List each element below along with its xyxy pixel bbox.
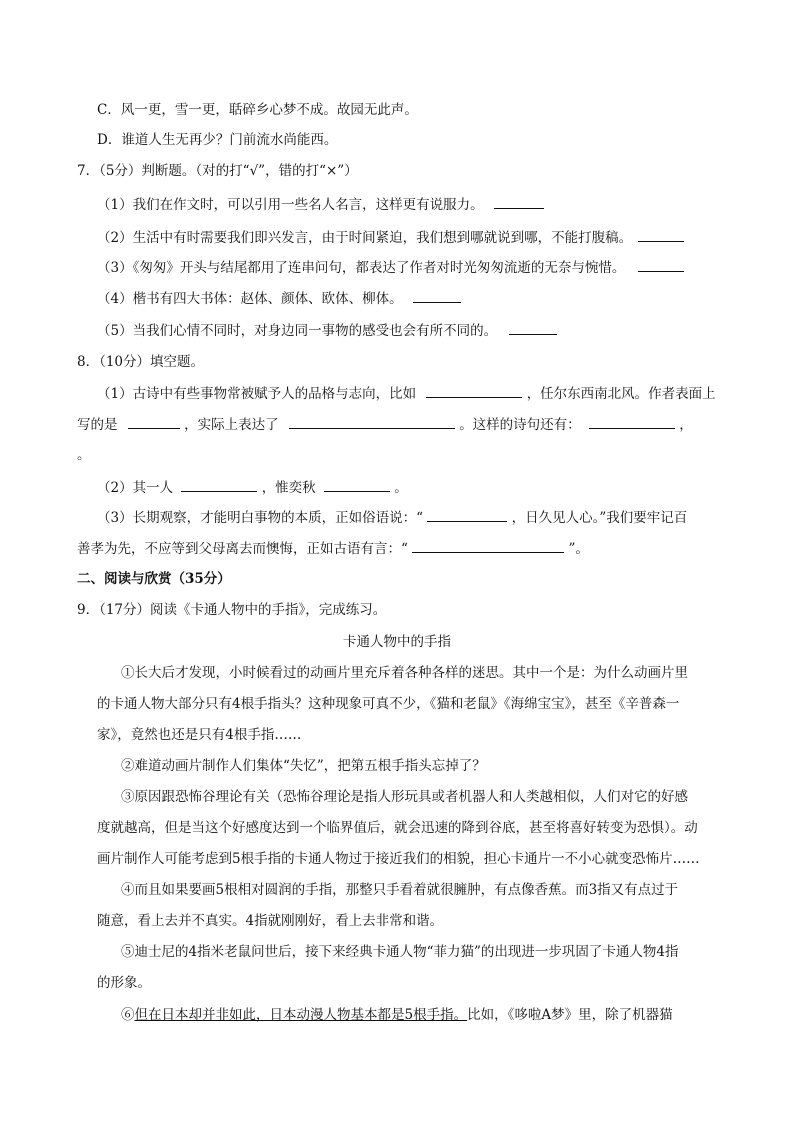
paragraph-3-line-1: ③原因跟恐怖谷理论有关（恐怖谷理论是指人形玩具或者机器人和人类越相似，人们对它的好感: [121, 789, 688, 805]
answer-blank[interactable]: [638, 228, 684, 242]
answer-blank[interactable]: [289, 415, 455, 429]
paragraph-6-text: 比如，《哆啦A梦》里，除了机器猫: [467, 1007, 673, 1023]
q8-line-4-text-c: 。: [394, 480, 408, 496]
paragraph-5-line-2: 的形象。: [97, 975, 151, 991]
q8-line-4-text-a: （2）其一人: [97, 480, 174, 496]
paragraph-3-line-3: 画片制作人可能考虑到5根手指的卡通人物过于接近我们的相貌，担心卡通片一不小心就变恐怖片……: [97, 851, 700, 867]
q8-line-6-text-a: 善孝为先，不应等到父母离去而懊悔，正如古语有言：“: [77, 541, 408, 557]
q7-item-4-text: （4）楷书有四大书体：赵体、颜体、欧体、柳体。: [97, 291, 403, 307]
answer-blank[interactable]: [413, 289, 461, 303]
q7-item-3: [97, 258, 684, 277]
paragraph-1-line-2: 的卡通人物大部分只有4根手指头？这种现象可真不少，《猫和老鼠》《海绵宝宝》，甚至《辛普森一: [97, 696, 680, 712]
paragraph-2: ②难道动画片制作人们集体“失忆”，把第五根手指头忘掉了？: [121, 758, 486, 774]
q9-header: 9．（17分）阅读《卡通人物中的手指》，完成练习。: [77, 602, 387, 618]
paragraph-3-line-2: 度就越高，但是当这个好感度达到一个临界值后，就会迅速的降到谷底，甚至将喜好转变为恐惧）。动: [97, 820, 698, 836]
q7-item-1-text: （1）我们在作文时，可以引用一些名人名言，这样更有说服力。: [97, 197, 484, 213]
q7-item-2: [97, 228, 684, 247]
answer-blank[interactable]: [589, 415, 675, 429]
paragraph-4-line-1: ④而且如果要画5根相对圆润的手指，那整只手看着就很臃肿，有点像香蕉。而3指又有点过于: [121, 882, 679, 898]
answer-blank[interactable]: [128, 415, 180, 429]
answer-blank[interactable]: [324, 478, 390, 492]
answer-blank[interactable]: [412, 539, 564, 553]
answer-blank[interactable]: [181, 478, 257, 492]
q7-item-4: [97, 289, 461, 308]
paragraph-6-line-1: [121, 1006, 673, 1024]
q8-line-5-text-a: （3）长期观察，才能明白事物的本质，正如俗语说：“: [97, 510, 423, 526]
q8-line-1-text-b: ，任尔东西南北风。作者表面上: [526, 386, 716, 402]
q8-line-2-text-b: ，实际上表达了: [184, 417, 279, 433]
q7-item-3-text: （3）《匆匆》开头与结尾都用了连串问句，都表达了作者对时光匆匆流逝的无奈与惋惜。: [97, 260, 626, 276]
option-d: D．谁道人生无再少？门前流水尚能西。: [97, 132, 338, 148]
section-two-heading: 二、阅读与欣赏（35分）: [77, 571, 231, 587]
q8-line-2: [77, 415, 693, 434]
article-title: 卡通人物中的手指: [343, 634, 451, 650]
q8-line-5: [97, 508, 687, 527]
q8-line-6: [77, 539, 589, 558]
answer-blank[interactable]: [427, 508, 507, 522]
q8-line-2-text-c: 。这样的诗句还有：: [459, 417, 581, 433]
q7-item-2-text: （2）生活中有时需要我们即兴发言，由于时间紧迫，我们想到哪就说到哪，不能打腹稿。: [97, 230, 633, 246]
paragraph-6-marker: ⑥: [121, 1007, 135, 1023]
option-c: C．风一更，雪一更，聒碎乡心梦不成。故园无此声。: [97, 102, 418, 118]
q7-header: 7．（5分）判断题。（对的打“√”，错的打“×”）: [77, 163, 358, 179]
q7-item-5-text: （5）当我们心情不同时，对身边同一事物的感受也会有所不同的。: [97, 323, 498, 339]
q8-line-1: [97, 384, 716, 403]
q7-item-1: [97, 195, 544, 214]
answer-blank[interactable]: [494, 195, 544, 209]
q8-line-2-text-a: 写的是: [77, 417, 118, 433]
underlined-sentence: 但在日本却并非如此，日本动漫人物基本都是5根手指。: [134, 1007, 468, 1023]
answer-blank[interactable]: [426, 384, 522, 398]
answer-blank[interactable]: [638, 258, 684, 272]
q8-line-2-text-d: ，: [679, 417, 693, 433]
answer-blank[interactable]: [509, 321, 557, 335]
paragraph-1-line-3: 家》，竟然也还是只有4根手指……: [97, 727, 302, 743]
q7-item-5: [97, 321, 557, 340]
paragraph-4-line-2: 随意，看上去并不真实。4指就刚刚好，看上去非常和谐。: [97, 913, 444, 929]
q8-line-3: 。: [77, 447, 91, 463]
q8-line-6-text-b: ”。: [568, 541, 589, 557]
paragraph-5-line-1: ⑤迪士尼的4指米老鼠问世后，接下来经典卡通人物“菲力猫”的出现进一步巩固了卡通人物4指: [121, 944, 679, 960]
q8-line-4-text-b: ，惟奕秋: [261, 480, 316, 496]
paragraph-1-line-1: ①长大后才发现，小时候看过的动画片里充斥着各种各样的迷思。其中一个是：为什么动画片里: [121, 665, 688, 681]
q8-header: 8．（10分）填空题。: [77, 354, 205, 370]
q8-line-1-text-a: （1）古诗中有些事物常被赋予人的品格与志向，比如: [97, 386, 417, 402]
q8-line-4: [97, 478, 408, 497]
q8-line-5-text-b: ，日久见人心。”我们要牢记百: [511, 510, 688, 526]
